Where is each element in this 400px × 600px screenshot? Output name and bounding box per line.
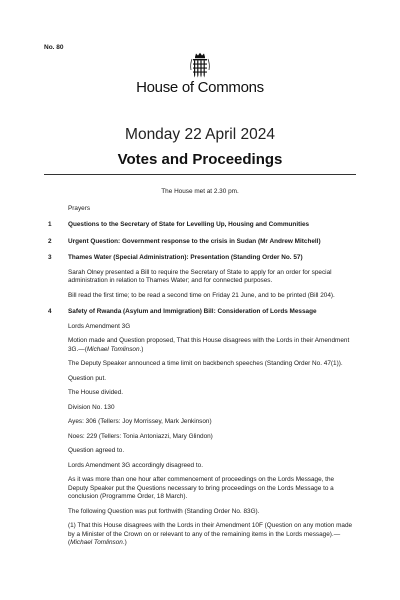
amendment-10f-mover: Michael Tomlinson	[70, 539, 123, 546]
item-number: 1	[48, 221, 52, 228]
house-name: House of Commons	[136, 79, 264, 96]
opening-line: The House met at 2.30 pm.	[161, 188, 239, 195]
item-paragraph: Bill read the first time; to be read a second time on Friday 21 June, and to be printed (Bill 204).	[68, 291, 335, 299]
amendment-10f-text: (1) That this House disagrees with the Lords in their Amendment 10F (Question on any motion made by a Minister of the Crown on or relevant to any of the remaining items in the Lords message).—(	[68, 522, 353, 546]
motion-paragraph	[68, 337, 356, 354]
division-number: Division No. 130	[68, 403, 115, 411]
amendment-10f-end: .)	[122, 539, 127, 546]
time-limit-paragraph: The Deputy Speaker announced a time limit on backbench speeches (Standing Order No. 47(1)).	[68, 360, 343, 367]
item-paragraph: Sarah Olney presented a Bill to require the Secretary of State to apply for an order for special administration in relation to Thames Water; and for connected purposes.	[68, 268, 332, 284]
item-heading: Thames Water (Special Administration): Presentation (Standing Order No. 57)	[68, 254, 303, 261]
item-number: 2	[48, 237, 52, 245]
motion-mover: Michael Tomlinson	[86, 345, 140, 353]
agreed-line: Question agreed to.	[68, 447, 125, 454]
amendment-10f-paragraph	[68, 522, 356, 548]
proceedings-body	[44, 188, 356, 556]
lords-amendment-line: Lords Amendment 3G	[68, 322, 131, 330]
forthwith-line: The following Question was put forthwith (Standing Order No. 83G).	[68, 507, 260, 515]
ayes-line: Ayes: 306 (Tellers: Joy Morrissey, Mark Jenkinson)	[68, 418, 212, 425]
list-item	[44, 254, 356, 300]
item-heading: Safety of Rwanda (Asylum and Immigration) Bill: Consideration of Lords Message	[68, 308, 317, 315]
issue-number: No. 80	[44, 44, 64, 51]
portcullis-icon	[189, 52, 211, 78]
sitting-date: Monday 22 April 2024	[125, 126, 275, 143]
prayers-line: Prayers	[68, 204, 91, 212]
noes-line: Noes: 229 (Tellers: Tonia Antoniazzi, Mary Glindon)	[68, 432, 213, 440]
divided-line: The House divided.	[68, 389, 124, 396]
document-title: Votes and Proceedings	[117, 151, 283, 168]
item-heading: Questions to the Secretary of State for Levelling Up, Housing and Communities	[68, 221, 310, 228]
disagreed-line: Lords Amendment 3G accordingly disagreed to.	[68, 461, 203, 469]
title-divider	[44, 174, 356, 175]
motion-text: Motion made and Question proposed, That this House disagrees with the Lords in their Amendment 3G.—(	[68, 337, 350, 353]
list-item	[44, 308, 356, 548]
item-number: 4	[48, 308, 52, 315]
item-heading: Urgent Question: Government response to the crisis in Sudan (Mr Andrew Mitchell)	[68, 237, 321, 245]
house-logo	[0, 52, 400, 96]
list-item	[44, 221, 356, 230]
item-number: 3	[48, 254, 52, 261]
question-put-line: Question put.	[68, 374, 107, 382]
motion-end: .)	[139, 345, 144, 353]
conclusion-paragraph: As it was more than one hour after commencement of proceedings on the Lords Message, the Deputy Speaker put the Questions necessary to bring proceedings on the Lords Message to a conclusion (Programme Order, 18 March).	[68, 476, 335, 500]
list-item	[44, 238, 356, 247]
